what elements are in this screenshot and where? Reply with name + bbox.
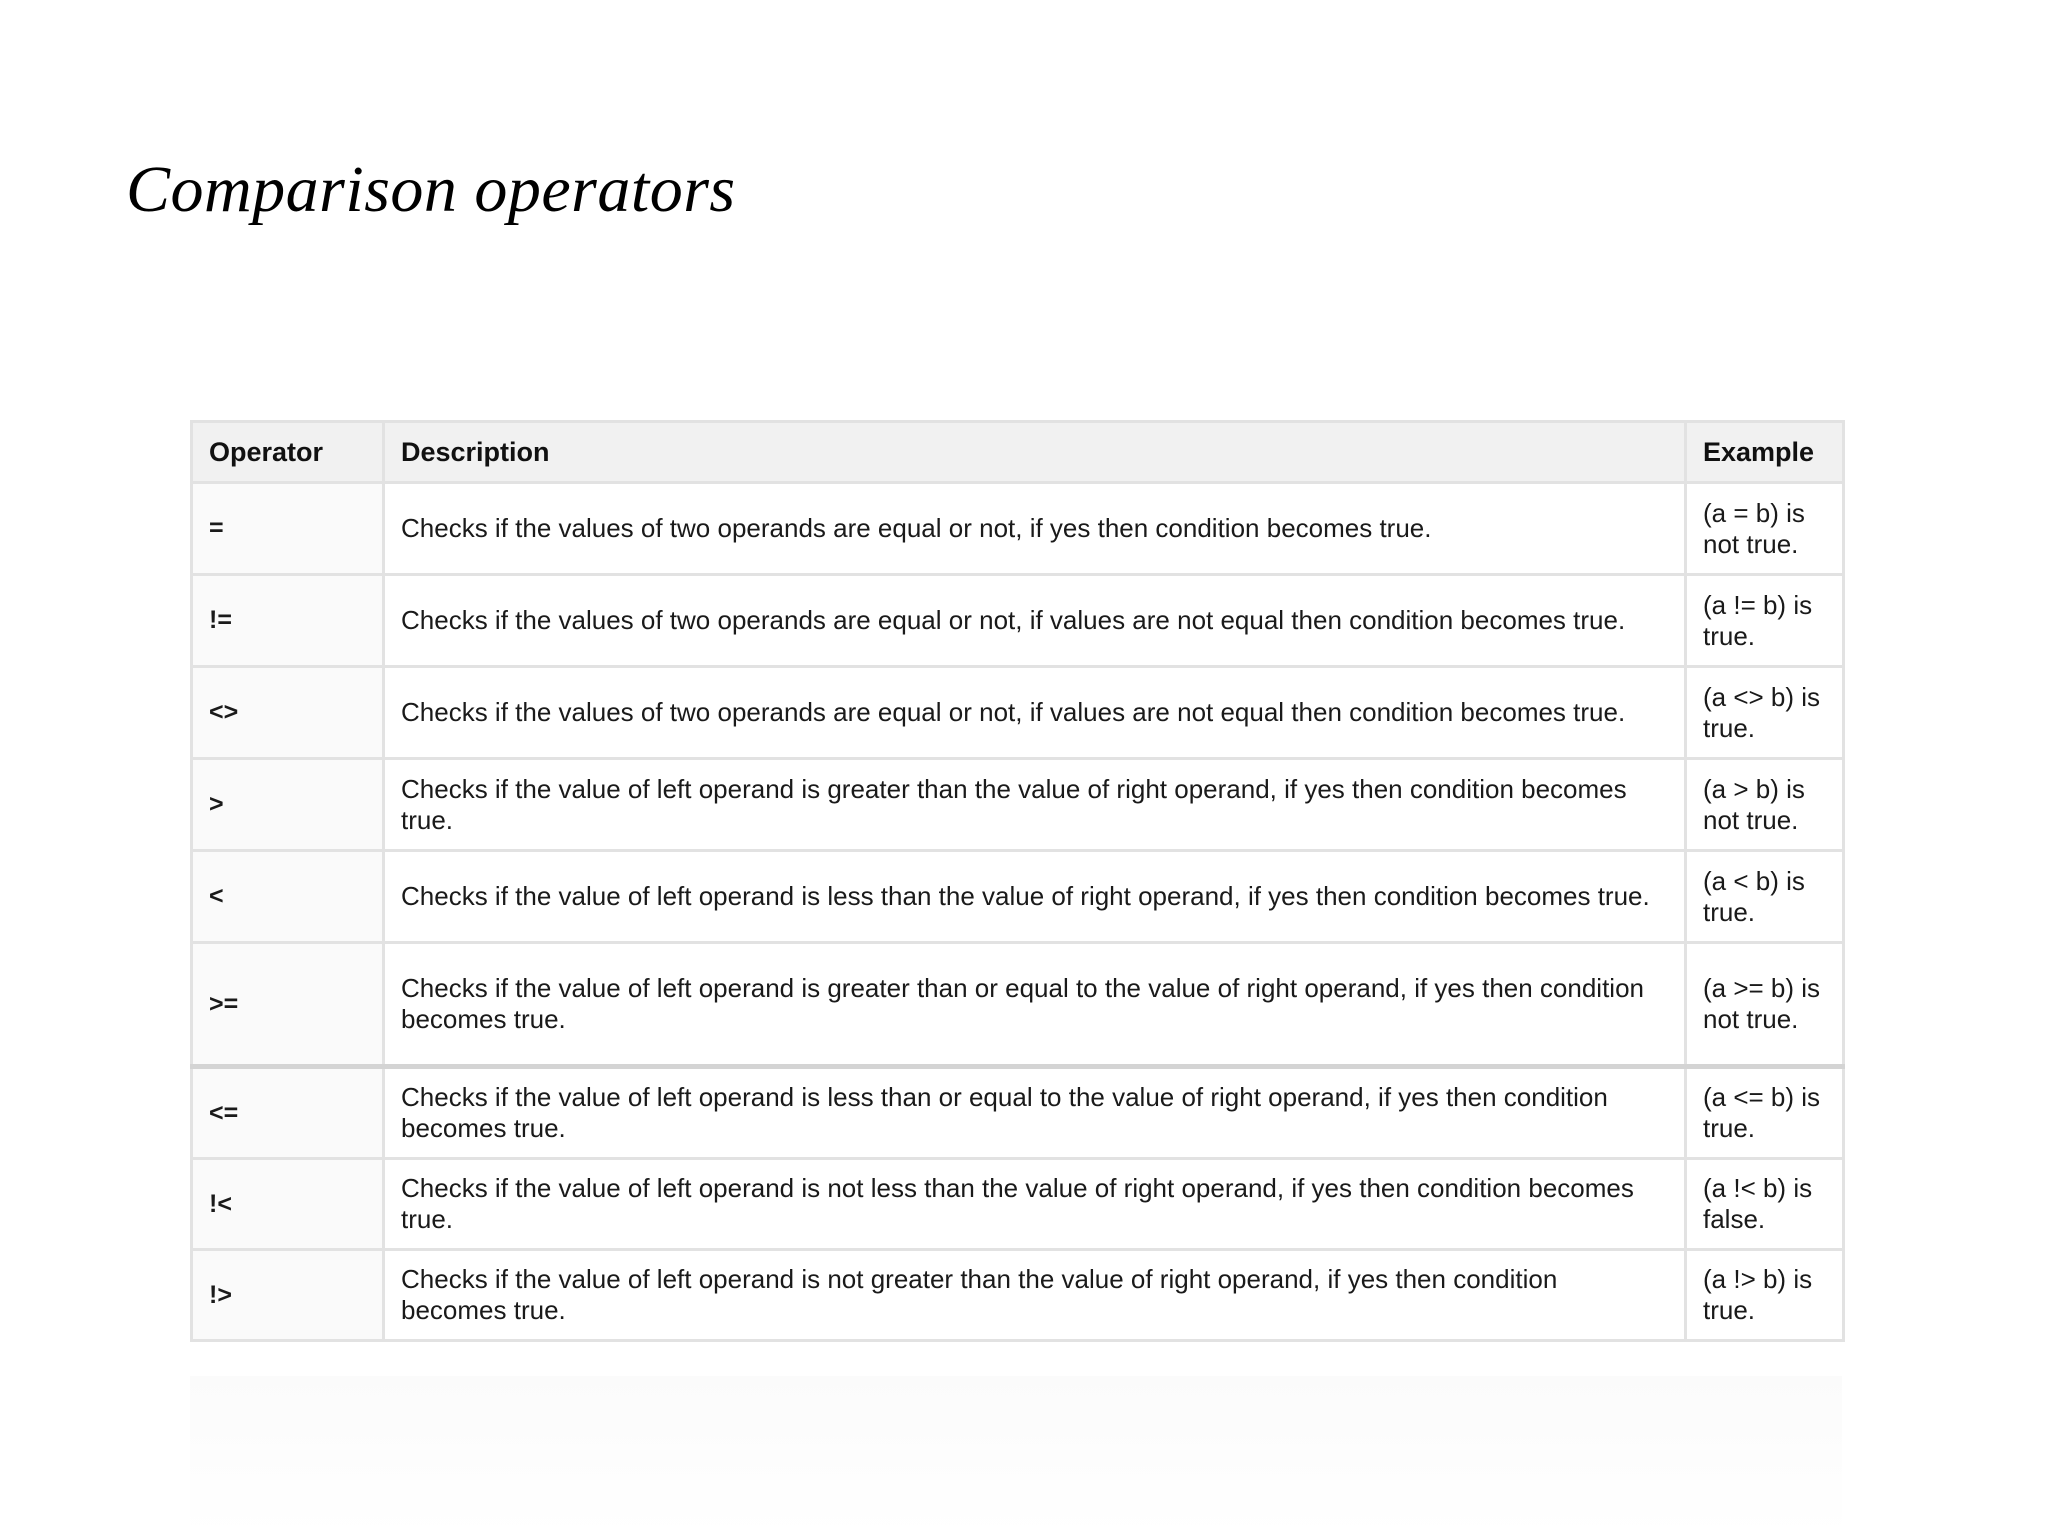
operator-cell: <: [192, 851, 384, 943]
table-row: [192, 1067, 1844, 1159]
header-operator: Operator: [192, 422, 384, 483]
description-cell: Checks if the value of left operand is greater than or equal to the value of right operand, if yes then condition becomes true.: [384, 943, 1686, 1067]
description-cell: Checks if the value of left operand is not greater than the value of right operand, if yes then condition becomes true.: [384, 1250, 1686, 1341]
description-cell: Checks if the value of left operand is less than the value of right operand, if yes then condition becomes true.: [384, 851, 1686, 943]
table-header-row: [192, 422, 1844, 483]
example-cell: (a > b) is not true.: [1686, 759, 1844, 851]
example-cell: (a !> b) is true.: [1686, 1250, 1844, 1341]
slide-title: Comparison operators: [126, 153, 736, 226]
table-row: [192, 667, 1844, 759]
description-cell: Checks if the values of two operands are equal or not, if values are not equal then condition becomes true.: [384, 667, 1686, 759]
example-cell: (a !< b) is false.: [1686, 1159, 1844, 1250]
table-row: [192, 759, 1844, 851]
comparison-operators-table: [190, 420, 1845, 1342]
table-row: [192, 1250, 1844, 1341]
table-row: [192, 575, 1844, 667]
example-cell: (a = b) is not true.: [1686, 483, 1844, 575]
table-row: [192, 943, 1844, 1067]
description-cell: Checks if the value of left operand is not less than the value of right operand, if yes then condition becomes true.: [384, 1159, 1686, 1250]
header-example: Example: [1686, 422, 1844, 483]
table-row: [192, 1159, 1844, 1250]
description-cell: Checks if the values of two operands are equal or not, if values are not equal then condition becomes true.: [384, 575, 1686, 667]
description-cell: Checks if the value of left operand is less than or equal to the value of right operand, if yes then condition becomes true.: [384, 1067, 1686, 1159]
example-cell: (a >= b) is not true.: [1686, 943, 1844, 1067]
description-cell: Checks if the value of left operand is greater than the value of right operand, if yes then condition becomes true.: [384, 759, 1686, 851]
operator-cell: <=: [192, 1067, 384, 1159]
operator-cell: =: [192, 483, 384, 575]
operator-cell: !<: [192, 1159, 384, 1250]
example-cell: (a != b) is true.: [1686, 575, 1844, 667]
table-fade-area: [190, 1376, 1842, 1536]
header-description: Description: [384, 422, 1686, 483]
operator-cell: !>: [192, 1250, 384, 1341]
table-row: [192, 483, 1844, 575]
example-cell: (a <> b) is true.: [1686, 667, 1844, 759]
operator-cell: >=: [192, 943, 384, 1067]
example-cell: (a <= b) is true.: [1686, 1067, 1844, 1159]
example-cell: (a < b) is true.: [1686, 851, 1844, 943]
operator-cell: >: [192, 759, 384, 851]
description-cell: Checks if the values of two operands are equal or not, if yes then condition becomes true.: [384, 483, 1686, 575]
operator-cell: !=: [192, 575, 384, 667]
table-row: [192, 851, 1844, 943]
operator-cell: <>: [192, 667, 384, 759]
